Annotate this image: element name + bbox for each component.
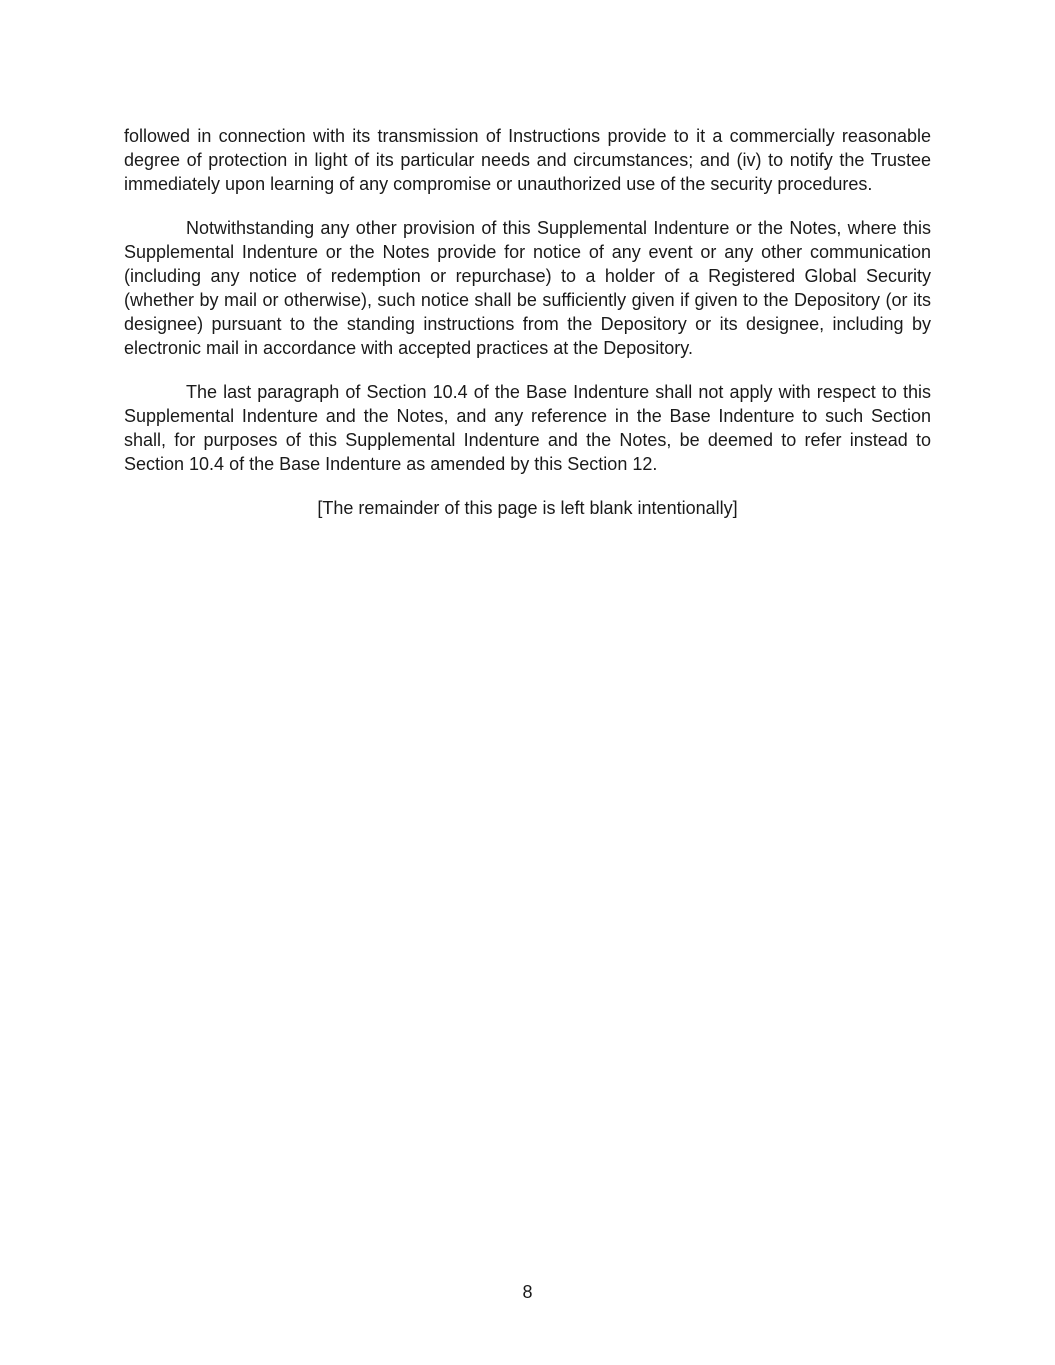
blank-page-notice: [The remainder of this page is left blank intentionally] — [317, 498, 738, 518]
paragraph-notice-to-depository: Notwithstanding any other provision of this Supplemental Indenture or the Notes, where this Supplemental Indenture or the Notes provide for notice of any event or any other communication (including any notice of redemption or repurchase) to a holder of a Registered Global Security (whether by mail or otherwise), such notice shall be sufficiently given if given to the Depository (or its designee) pursuant to the standing instructions from the Depository or its designee, including by electronic mail in accordance with accepted practices at the Depository. — [124, 218, 931, 358]
paragraph-section-10-4: The last paragraph of Section 10.4 of the Base Indenture shall not apply with respect to this Supplemental Indenture and the Notes, and any reference in the Base Indenture to such Section shall, for purposes of this Supplemental Indenture and the Notes, be deemed to refer instead to Section 10.4 of the Base Indenture as amended by this Section 12. — [124, 382, 931, 474]
page-body — [124, 124, 931, 520]
paragraph-continuation: followed in connection with its transmission of Instructions provide to it a commercially reasonable degree of protection in light of its particular needs and circumstances; and (iv) to notify the Trustee immediately upon learning of any compromise or unauthorized use of the security procedures. — [124, 126, 931, 194]
page-number: 8 — [522, 1282, 533, 1302]
